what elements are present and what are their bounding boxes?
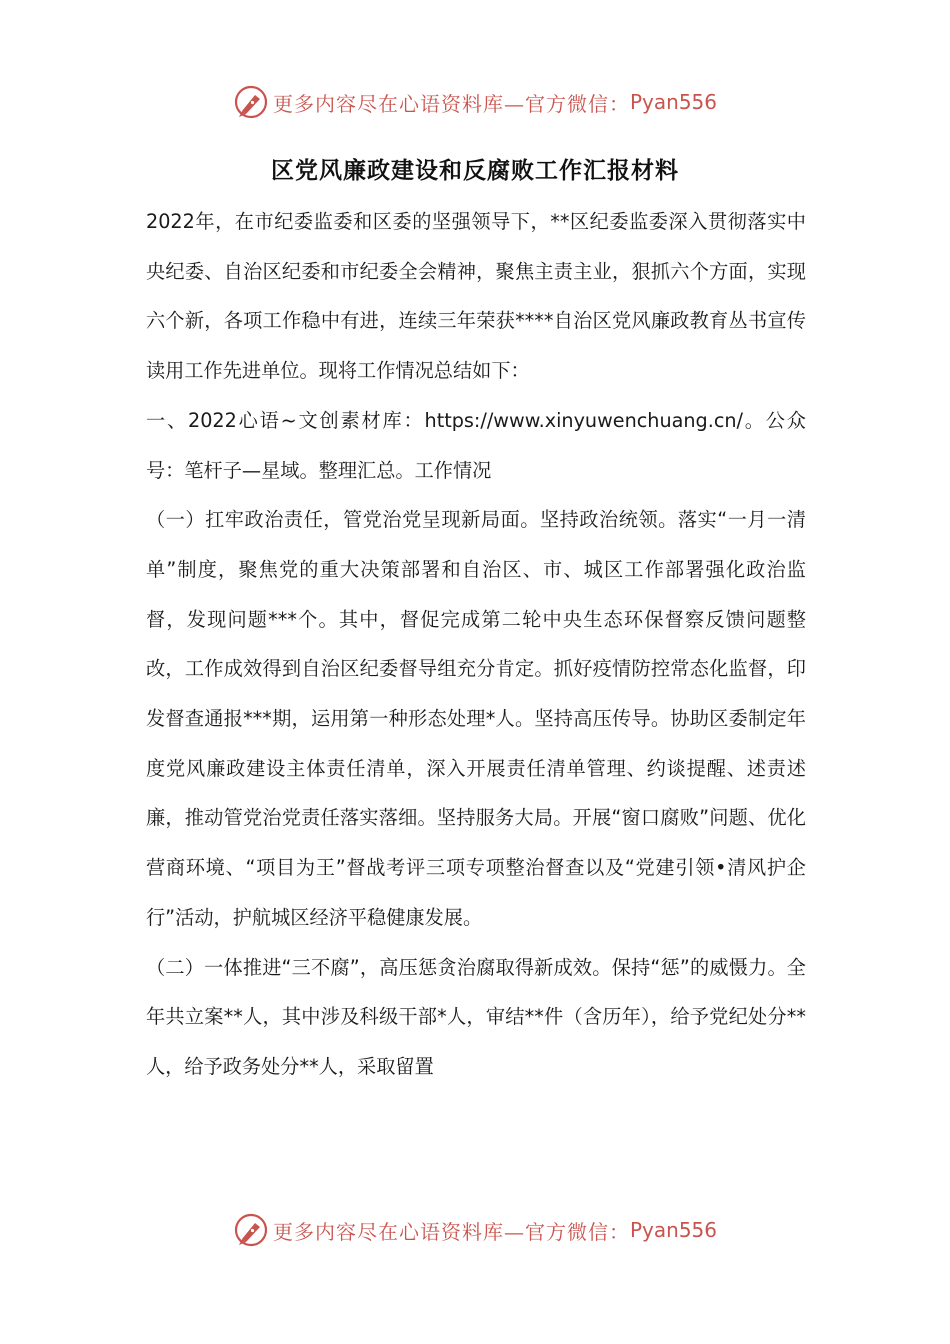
pen-nib-circle-icon	[233, 1212, 269, 1248]
pen-nib-circle-icon	[233, 84, 269, 120]
paragraph-section-2: （二）一体推进“三不腐”，高压惩贪治腐取得新成效。保持“惩”的威慑力。全年共立案**人，其中涉及科级干部*人，审结**件（含历年），给予党纪处分**人，给予政务处分**人，采取留置	[146, 955, 806, 1078]
header-banner	[0, 82, 950, 122]
banner-text: 更多内容尽在心语资料库—官方微信：	[272, 91, 630, 116]
paragraph-section-heading: 一、2022心语~文创素材库：https://www.xinyuwenchuang.cn/。公众号：笔杆子—星域。整理汇总。工作情况	[146, 408, 806, 482]
banner-wechat-id: Pyan556	[629, 1218, 717, 1242]
footer-banner	[0, 1210, 950, 1250]
paragraph-intro: 2022年，在市纪委监委和区委的坚强领导下，**区纪委监委深入贯彻落实中央纪委、自治区纪委和市纪委全会精神，聚焦主责主业，狠抓六个方面，实现六个新，各项工作稳中有进，连续三年荣获****自治区党风廉政教育丛书宣传读用工作先进单位。现将工作情况总结如下：	[146, 210, 806, 383]
document-body	[146, 197, 806, 1092]
banner-wechat-id: Pyan556	[629, 90, 717, 114]
paragraph-section-1: （一）扛牢政治责任，管党治党呈现新局面。坚持政治统领。落实“一月一清单”制度，聚焦党的重大决策部署和自治区、市、城区工作部署强化政治监督，发现问题***个。其中，督促完成第二轮中央生态环保督察反馈问题整改，工作成效得到自治区纪委督导组充分肯定。抓好疫情防控常态化监督，印发督查通报***期，运用第一种形态处理*人。坚持高压传导。协助区委制定年度党风廉政建设主体责任清单，深入开展责任清单管理、约谈提醒、述责述廉，推动管党治党责任落实落细。坚持服务大局。开展“窗口腐败”问题、优化营商环境、“项目为王”督战考评三项专项整治督查以及“党建引领•清风护企行”活动，护航城区经济平稳健康发展。	[146, 508, 806, 929]
banner-text: 更多内容尽在心语资料库—官方微信：	[272, 1219, 630, 1244]
document-title: 区党风廉政建设和反腐败工作汇报材料	[271, 157, 679, 184]
